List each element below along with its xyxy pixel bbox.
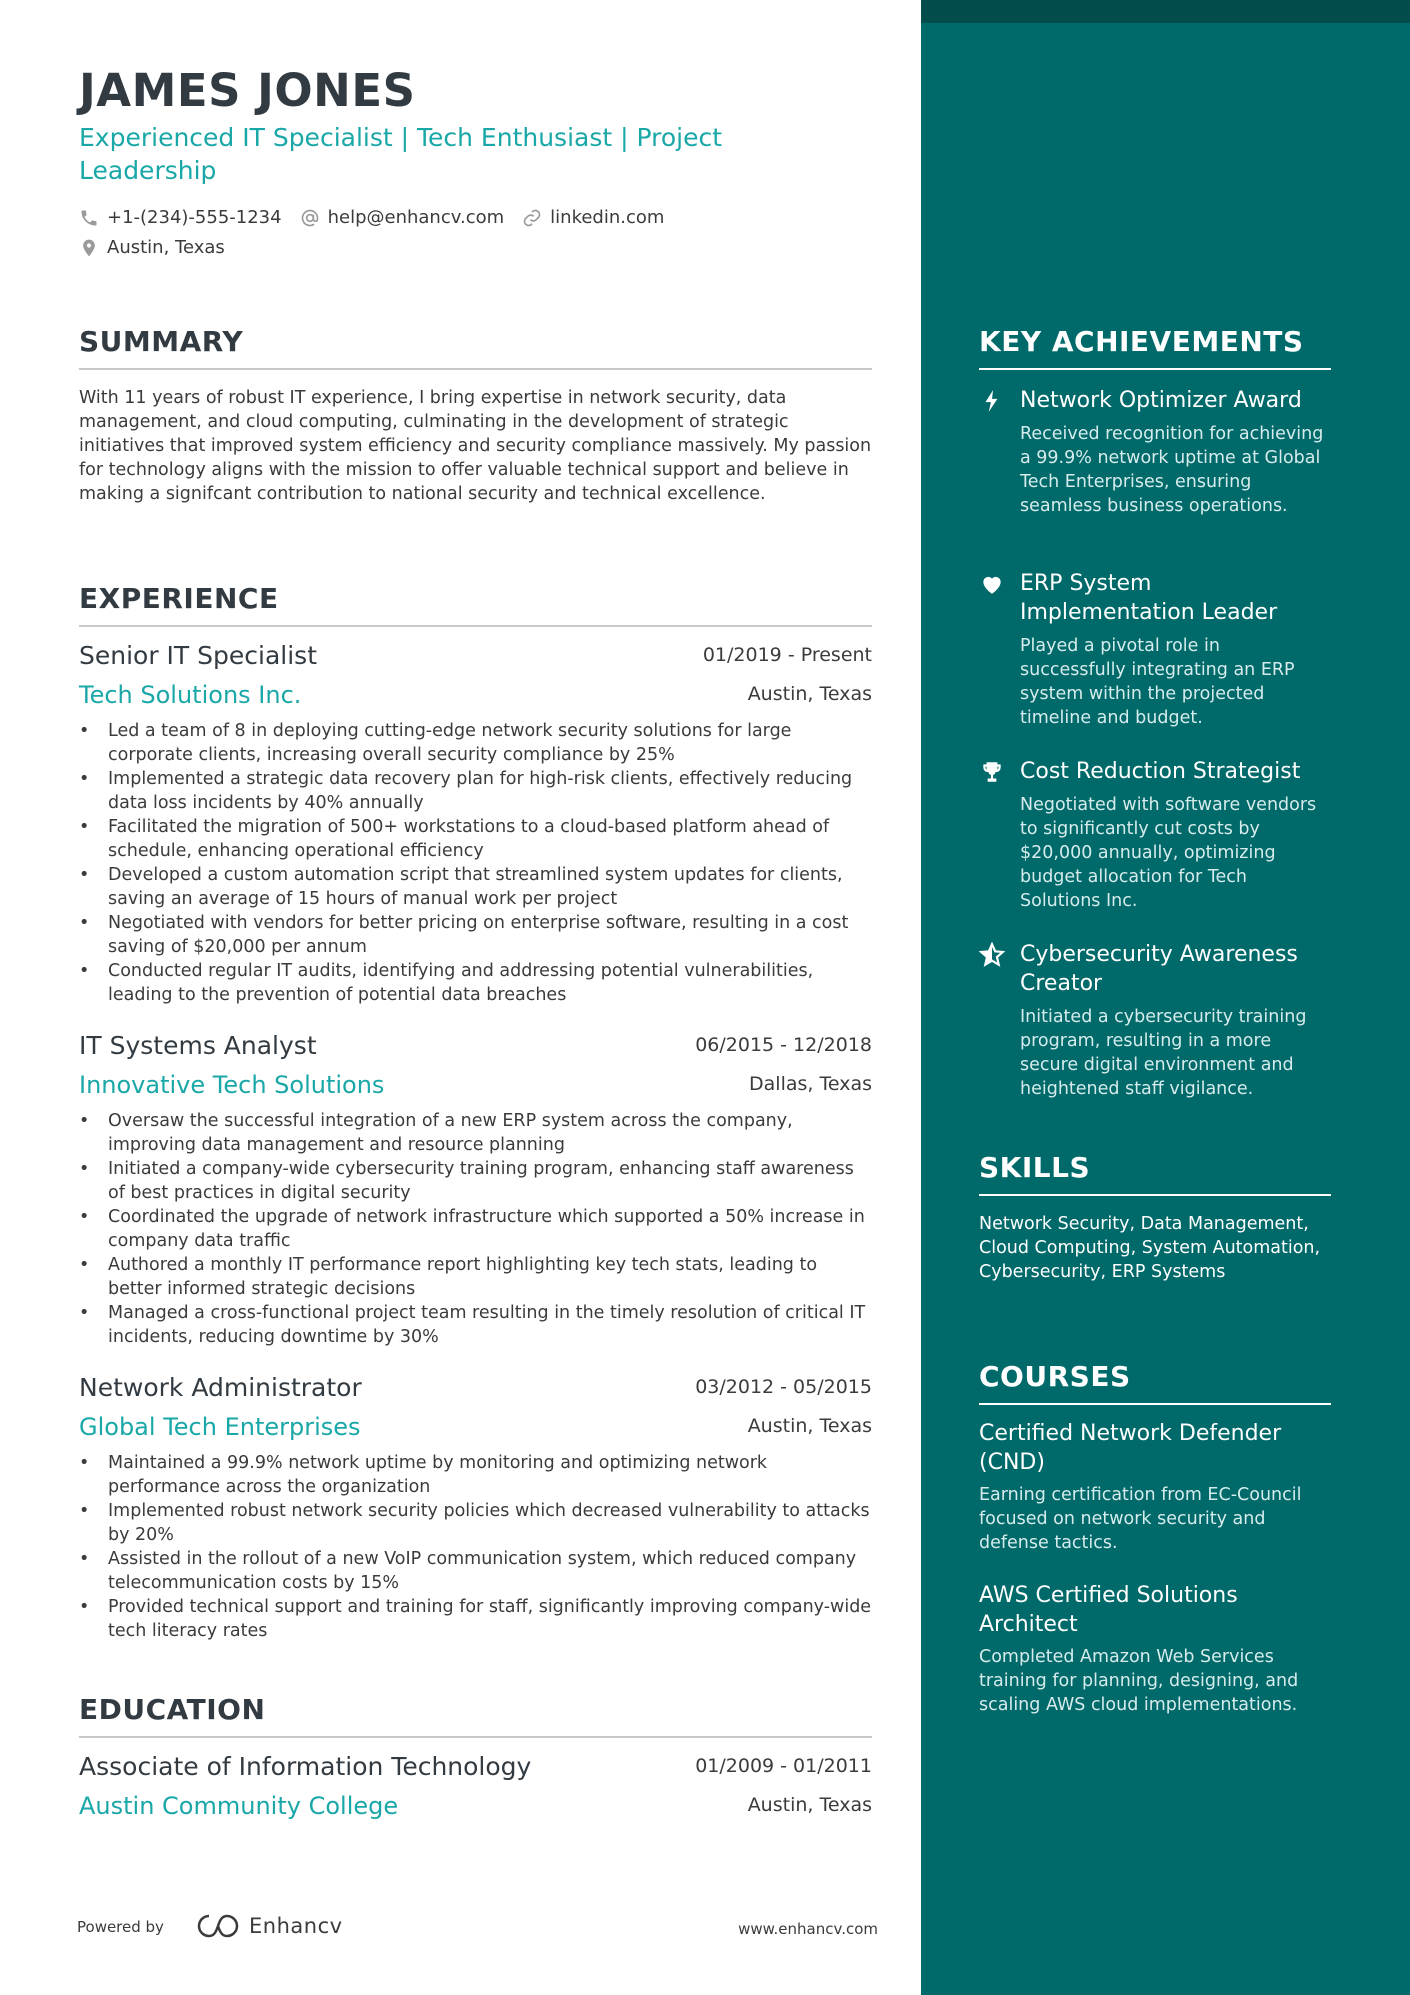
footer-url[interactable]: www.enhancv.com	[738, 1920, 878, 1938]
course-item	[979, 1581, 1331, 1717]
achievement-desc: Played a pivotal role in successfully integrating an ERP system within the projected timeline and budget.	[1020, 636, 1295, 728]
lightning-icon	[979, 388, 1005, 414]
contact-location-text: Austin, Texas	[107, 237, 225, 258]
contact-location-row	[79, 237, 243, 258]
link-icon	[522, 208, 542, 228]
achievement-title: Cybersecurity Awareness Creator	[1020, 942, 1298, 996]
job-company: Global Tech Enterprises	[79, 1413, 361, 1441]
achievement-title: Network Optimizer Award	[1020, 388, 1302, 413]
skills-text: Network Security, Data Management, Cloud Computing, System Automation, Cybersecurity, ERP Systems	[979, 1214, 1321, 1282]
education-heading: EDUCATION	[79, 1693, 872, 1738]
contact-row	[79, 207, 682, 228]
job-dates: 01/2019 - Present	[702, 644, 872, 666]
phone-icon	[79, 208, 99, 228]
contact-phone-text: +1-(234)-555-1234	[107, 207, 282, 228]
job-bullet: • Authored a monthly IT performance report highlighting key tech stats, leading to better informed strategic decisions	[79, 1253, 872, 1301]
footer-brand: Enhancv	[249, 1914, 343, 1938]
course-desc: Completed Amazon Web Services training for planning, designing, and scaling AWS cloud implementations.	[979, 1647, 1299, 1715]
job-bullets	[79, 1109, 872, 1349]
job-bullet: • Provided technical support and training for staff, significantly improving company-wide tech literacy rates	[79, 1595, 872, 1643]
job-bullet: • Implemented a strategic data recovery plan for high-risk clients, effectively reducing data loss incidents by 40% annually	[79, 767, 872, 815]
summary-heading: SUMMARY	[79, 325, 872, 370]
education-degree: Associate of Information Technology	[79, 1752, 532, 1781]
education-entry	[79, 1752, 872, 1830]
job-bullets	[79, 719, 872, 1007]
education-location: Austin, Texas	[747, 1794, 872, 1816]
job-bullet: • Coordinated the upgrade of network infrastructure which supported a 50% increase in company data traffic	[79, 1205, 872, 1253]
job-company: Tech Solutions Inc.	[79, 681, 302, 709]
star-half-icon	[979, 942, 1005, 968]
experience-heading: EXPERIENCE	[79, 582, 872, 627]
achievement-title: Cost Reduction Strategist	[1020, 759, 1301, 784]
job-location: Austin, Texas	[747, 683, 872, 705]
location-pin-icon	[79, 238, 99, 258]
job-bullet: • Facilitated the migration of 500+ workstations to a cloud-based platform ahead of schedule, enhancing operational efficiency	[79, 815, 872, 863]
job-bullet: • Oversaw the successful integration of a new ERP system across the company, improving data management and resource planning	[79, 1109, 872, 1157]
job-title: Senior IT Specialist	[79, 641, 318, 670]
footer-powered-by: Powered by	[77, 1918, 164, 1936]
job-bullet: • Led a team of 8 in deploying cutting-edge network security solutions for large corporate clients, increasing overall security compliance by 25%	[79, 719, 872, 767]
heart-icon	[979, 571, 1005, 597]
course-title: Certified Network Defender (CND)	[979, 1421, 1282, 1475]
contact-location	[79, 237, 225, 258]
skills-heading: SKILLS	[979, 1151, 1331, 1196]
achievement-desc: Initiated a cybersecurity training program, resulting in a more secure digital environment and heightened staff vigilance.	[1020, 1007, 1307, 1099]
education-dates: 01/2009 - 01/2011	[695, 1755, 872, 1777]
job-bullet: • Assisted in the rollout of a new VoIP communication system, which reduced company telecommunication costs by 15%	[79, 1547, 872, 1595]
candidate-name: JAMES JONES	[79, 64, 416, 117]
job-location: Dallas, Texas	[749, 1073, 872, 1095]
job-dates: 06/2015 - 12/2018	[695, 1034, 872, 1056]
at-sign-icon	[300, 208, 320, 228]
summary-text: With 11 years of robust IT experience, I bring expertise in network security, data management, and cloud computing, culminating in the development of strategic initiatives that improved system efficiency and security compliance massively. My passion for technology aligns with the mission to offer valuable technical support and believe in making a signifcant contribution to national security and technical excellence.	[79, 388, 872, 504]
contact-link[interactable]	[522, 207, 664, 228]
contact-phone[interactable]	[79, 207, 282, 228]
job-bullet: • Negotiated with vendors for better pricing on enterprise software, resulting in a cost saving of $20,000 per annum	[79, 911, 872, 959]
contact-email-text: help@enhancv.com	[327, 207, 505, 228]
course-item	[979, 1419, 1331, 1555]
achievement-desc: Negotiated with software vendors to significantly cut costs by $20,000 annually, optimizing budget allocation for Tech Solutions Inc.	[1020, 795, 1317, 911]
enhancv-logo-icon	[195, 1912, 241, 1940]
job-entry	[79, 1373, 872, 1643]
achievements-heading: KEY ACHIEVEMENTS	[979, 325, 1331, 370]
job-bullet: • Managed a cross-functional project team resulting in the timely resolution of critical IT incidents, reducing downtime by 30%	[79, 1301, 872, 1349]
footer-logo[interactable]	[195, 1912, 343, 1940]
job-bullets	[79, 1451, 872, 1643]
achievement-desc: Received recognition for achieving a 99.9% network uptime at Global Tech Enterprises, ensuring seamless business operations.	[1020, 424, 1324, 516]
job-bullet: • Initiated a company-wide cybersecurity training program, enhancing staff awareness of best practices in digital security	[79, 1157, 872, 1205]
contact-email[interactable]	[300, 207, 505, 228]
achievement-title: ERP System Implementation Leader	[1020, 571, 1278, 625]
job-bullet: • Conducted regular IT audits, identifying and addressing potential vulnerabilities, leading to the prevention of potential data breaches	[79, 959, 872, 1007]
job-company: Innovative Tech Solutions	[79, 1071, 385, 1099]
job-entry	[79, 1031, 872, 1349]
education-school: Austin Community College	[79, 1792, 399, 1820]
job-title: Network Administrator	[79, 1373, 362, 1402]
trophy-icon	[979, 759, 1005, 785]
course-desc: Earning certification from EC-Council focused on network security and defense tactics.	[979, 1485, 1302, 1553]
course-title: AWS Certified Solutions Architect	[979, 1583, 1238, 1637]
job-bullet: • Developed a custom automation script that streamlined system updates for clients, saving an average of 15 hours of manual work per project	[79, 863, 872, 911]
contact-link-text: linkedin.com	[550, 207, 665, 228]
candidate-headline: Experienced IT Specialist | Tech Enthusiast | Project Leadership	[79, 123, 723, 185]
sidebar-top-bar	[921, 0, 1410, 23]
job-dates: 03/2012 - 05/2015	[695, 1376, 872, 1398]
job-location: Austin, Texas	[747, 1415, 872, 1437]
job-title: IT Systems Analyst	[79, 1031, 317, 1060]
job-bullet: • Implemented robust network security policies which decreased vulnerability to attacks by 20%	[79, 1499, 872, 1547]
courses-heading: COURSES	[979, 1360, 1331, 1405]
job-entry	[79, 641, 872, 1007]
job-bullet: • Maintained a 99.9% network uptime by monitoring and optimizing network performance across the organization	[79, 1451, 872, 1499]
